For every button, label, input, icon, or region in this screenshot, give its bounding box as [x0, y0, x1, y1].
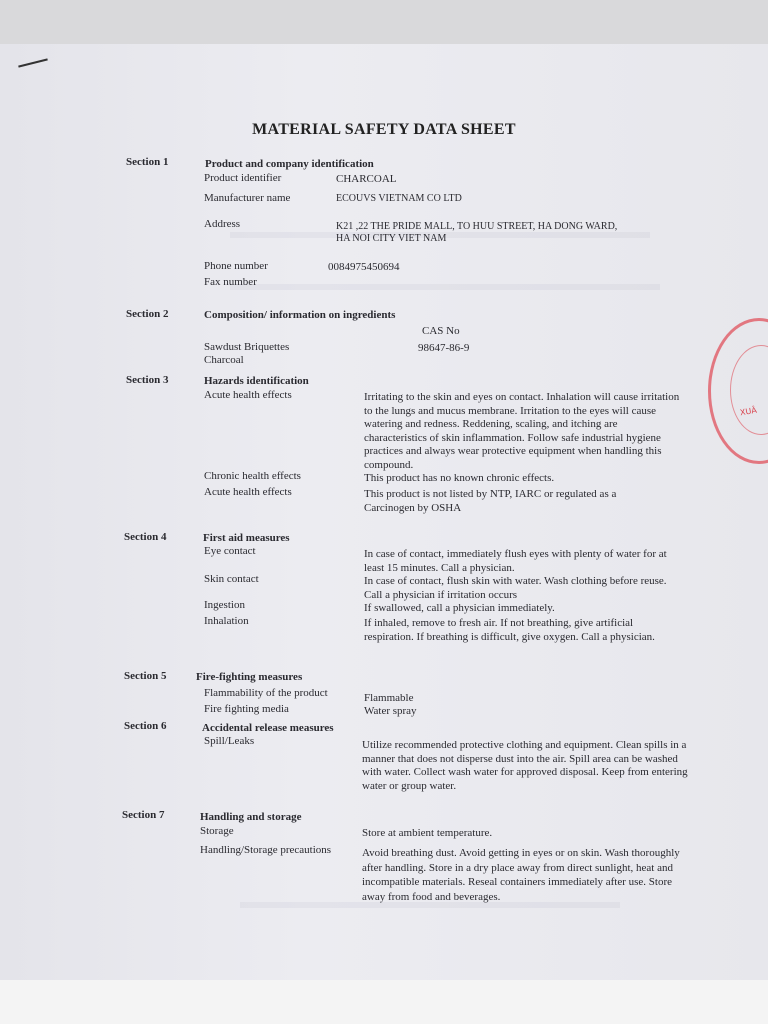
phone-label: Phone number: [204, 260, 268, 272]
fire-media-value: Water spray: [364, 705, 417, 717]
section-4-label: Section 4: [124, 531, 167, 543]
skin-contact-label: Skin contact: [204, 573, 259, 585]
storage-value: Store at ambient temperature.: [362, 827, 493, 839]
fire-media-label: Fire fighting media: [204, 703, 289, 715]
spill-leaks-label: Spill/Leaks: [204, 735, 255, 747]
inhalation-label: Inhalation: [204, 615, 249, 627]
product-identifier-label: Product identifier: [204, 172, 282, 184]
skin-contact-text: In case of contact, flush skin with water. Wash clothing before reuse. Call a physician if irritation occurs: [364, 575, 667, 601]
inhalation-text: If inhaled, remove to fresh air. If not breathing, give artificial respiration. If breathing is difficult, give oxygen. Call a physician.: [364, 617, 655, 643]
section-6-label: Section 6: [124, 720, 167, 732]
handling-precautions-text: Avoid breathing dust. Avoid getting in eyes or on skin. Wash thoroughly after handling. Store in a dry place away from direct sunlight, heat and incompatible materials. Reseal containers immediately after use. Store away from food and beverages.: [362, 847, 680, 903]
section-4-heading: First aid measures: [203, 532, 290, 544]
section-2-heading: Composition/ information on ingredients: [204, 309, 396, 321]
acute-effects-text: Irritating to the skin and eyes on contact. Inhalation will cause irritation to the lungs and mucus membrane. Irritation to the eyes will cause watering and redness. Reddening, scaling, and itching are characteristics of skin inflammation. Follow safe industrial hygiene practices and always wear protective equipment when handling this compound.: [364, 391, 680, 471]
address-label: Address: [204, 218, 241, 230]
document-title: MATERIAL SAFETY DATA SHEET: [252, 121, 516, 138]
bleed-through: [230, 284, 660, 290]
section-2-label: Section 2: [126, 308, 169, 320]
ingestion-text: If swallowed, call a physician immediately.: [364, 602, 555, 614]
eye-contact-label: Eye contact: [204, 545, 256, 557]
acute-effects-2-text: This product is not listed by NTP, IARC or regulated as a Carcinogen by OSHA: [364, 488, 617, 514]
flammability-label: Flammability of the product: [204, 687, 328, 699]
acute-effects-label: Acute health effects: [204, 389, 292, 401]
phone-value: 0084975450694: [328, 261, 400, 273]
section-3-heading: Hazards identification: [204, 375, 309, 387]
cas-header: CAS No: [422, 325, 460, 337]
acute-effects-2-label: Acute health effects: [204, 486, 292, 498]
section-5-heading: Fire-fighting measures: [196, 671, 303, 683]
scan-margin: [0, 980, 768, 1024]
section-1-heading: Product and company identification: [205, 158, 374, 170]
chronic-effects-text: This product has no known chronic effects.: [364, 472, 555, 484]
manufacturer-value: ECOUVS VIETNAM CO LTD: [336, 193, 462, 204]
fax-label: Fax number: [204, 276, 257, 288]
section-7-heading: Handling and storage: [200, 811, 302, 823]
manufacturer-label: Manufacturer name: [204, 192, 291, 204]
ingredient-charcoal: Charcoal: [204, 354, 244, 366]
spill-leaks-text: Utilize recommended protective clothing and equipment. Clean spills in a manner that does not disperse dust into the air. Spill area can be washed with water. Collect wash water for approved disposal. Keep from entering water or group water.: [362, 739, 688, 792]
section-5-label: Section 5: [124, 670, 167, 682]
ingestion-label: Ingestion: [204, 599, 245, 611]
section-7-label: Section 7: [122, 809, 165, 821]
eye-contact-text: In case of contact, immediately flush eyes with plenty of water for at least 15 minutes. Call a physician.: [364, 548, 667, 574]
stamp-text: XUÂ: [739, 405, 758, 418]
storage-label: Storage: [200, 825, 234, 837]
section-6-heading: Accidental release measures: [202, 722, 334, 734]
section-3-label: Section 3: [126, 374, 169, 386]
ingredient-sawdust: Sawdust Briquettes: [204, 341, 290, 353]
address-line-1: K21 ,22 THE PRIDE MALL, TO HUU STREET, HA DONG WARD,: [336, 221, 618, 232]
flammability-value: Flammable: [364, 692, 414, 704]
handling-precautions-label: Handling/Storage precautions: [200, 844, 332, 856]
address-line-2: HA NOI CITY VIET NAM: [336, 233, 447, 244]
cas-value: 98647-86-9: [418, 342, 470, 354]
chronic-effects-label: Chronic health effects: [204, 470, 301, 482]
product-identifier-value: CHARCOAL: [336, 173, 397, 185]
section-1-label: Section 1: [126, 156, 169, 168]
